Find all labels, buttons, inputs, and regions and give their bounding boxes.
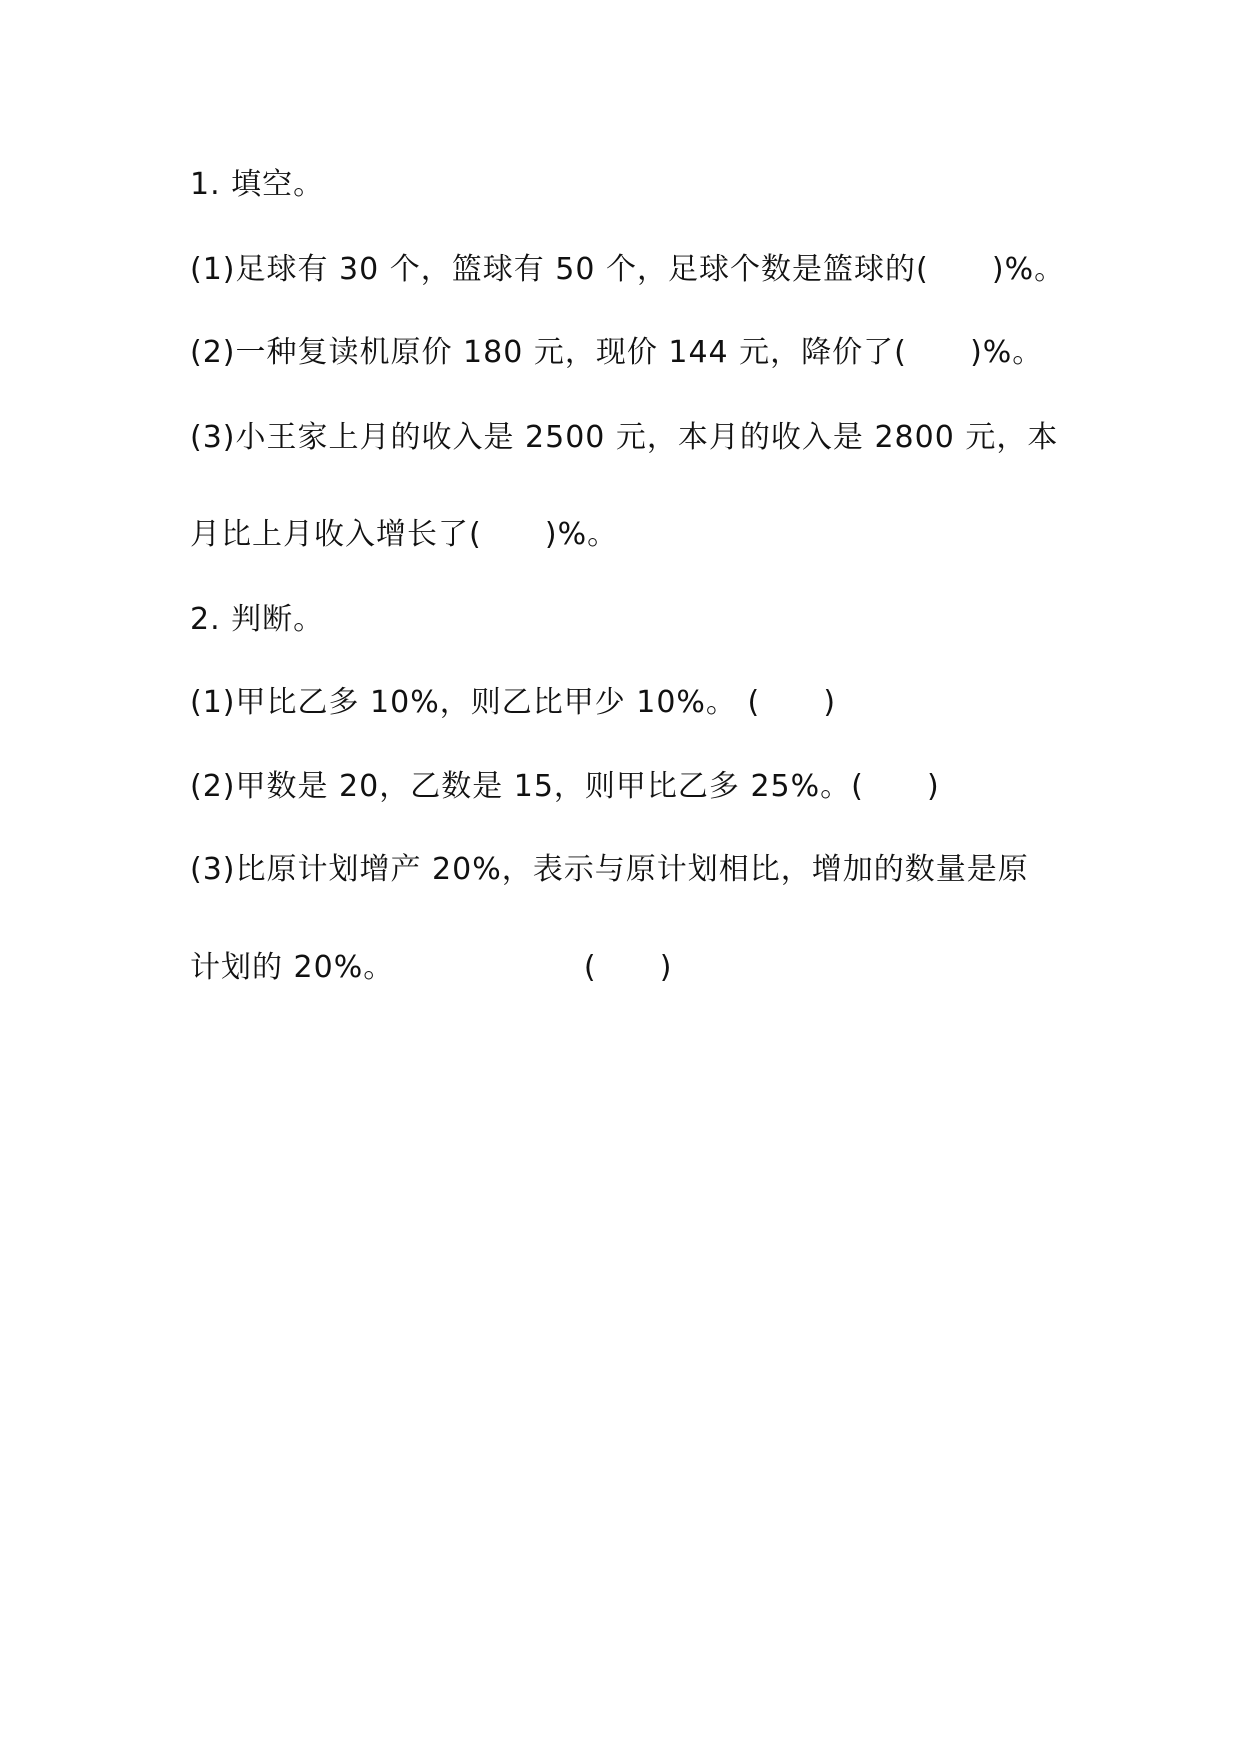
fill-blank-question-3-line-1: (3)小王家上月的收入是 2500 元，本月的收入是 2800 元，本 — [190, 420, 1059, 455]
fill-blank-question-1: (1)足球有 30 个，篮球有 50 个，足球个数是篮球的( )%。 — [190, 252, 1066, 287]
judge-question-3-line-1: (3)比原计划增产 20%，表示与原计划相比，增加的数量是原 — [190, 852, 1029, 887]
judge-question-1: (1)甲比乙多 10%，则乙比甲少 10%。 ( ) — [190, 685, 837, 720]
fill-blank-question-3-line-2: 月比上月收入增长了( )%。 — [190, 517, 619, 552]
judge-question-2: (2)甲数是 20，乙数是 15，则甲比乙多 25%。( ) — [190, 769, 940, 804]
fill-blank-question-2: (2)一种复读机原价 180 元，现价 144 元，降价了( )%。 — [190, 335, 1044, 370]
judge-question-3-line-2: 计划的 20%。 ( ) — [190, 950, 673, 985]
section1-heading: 1. 填空。 — [190, 167, 325, 202]
section2-heading: 2. 判断。 — [190, 602, 325, 637]
